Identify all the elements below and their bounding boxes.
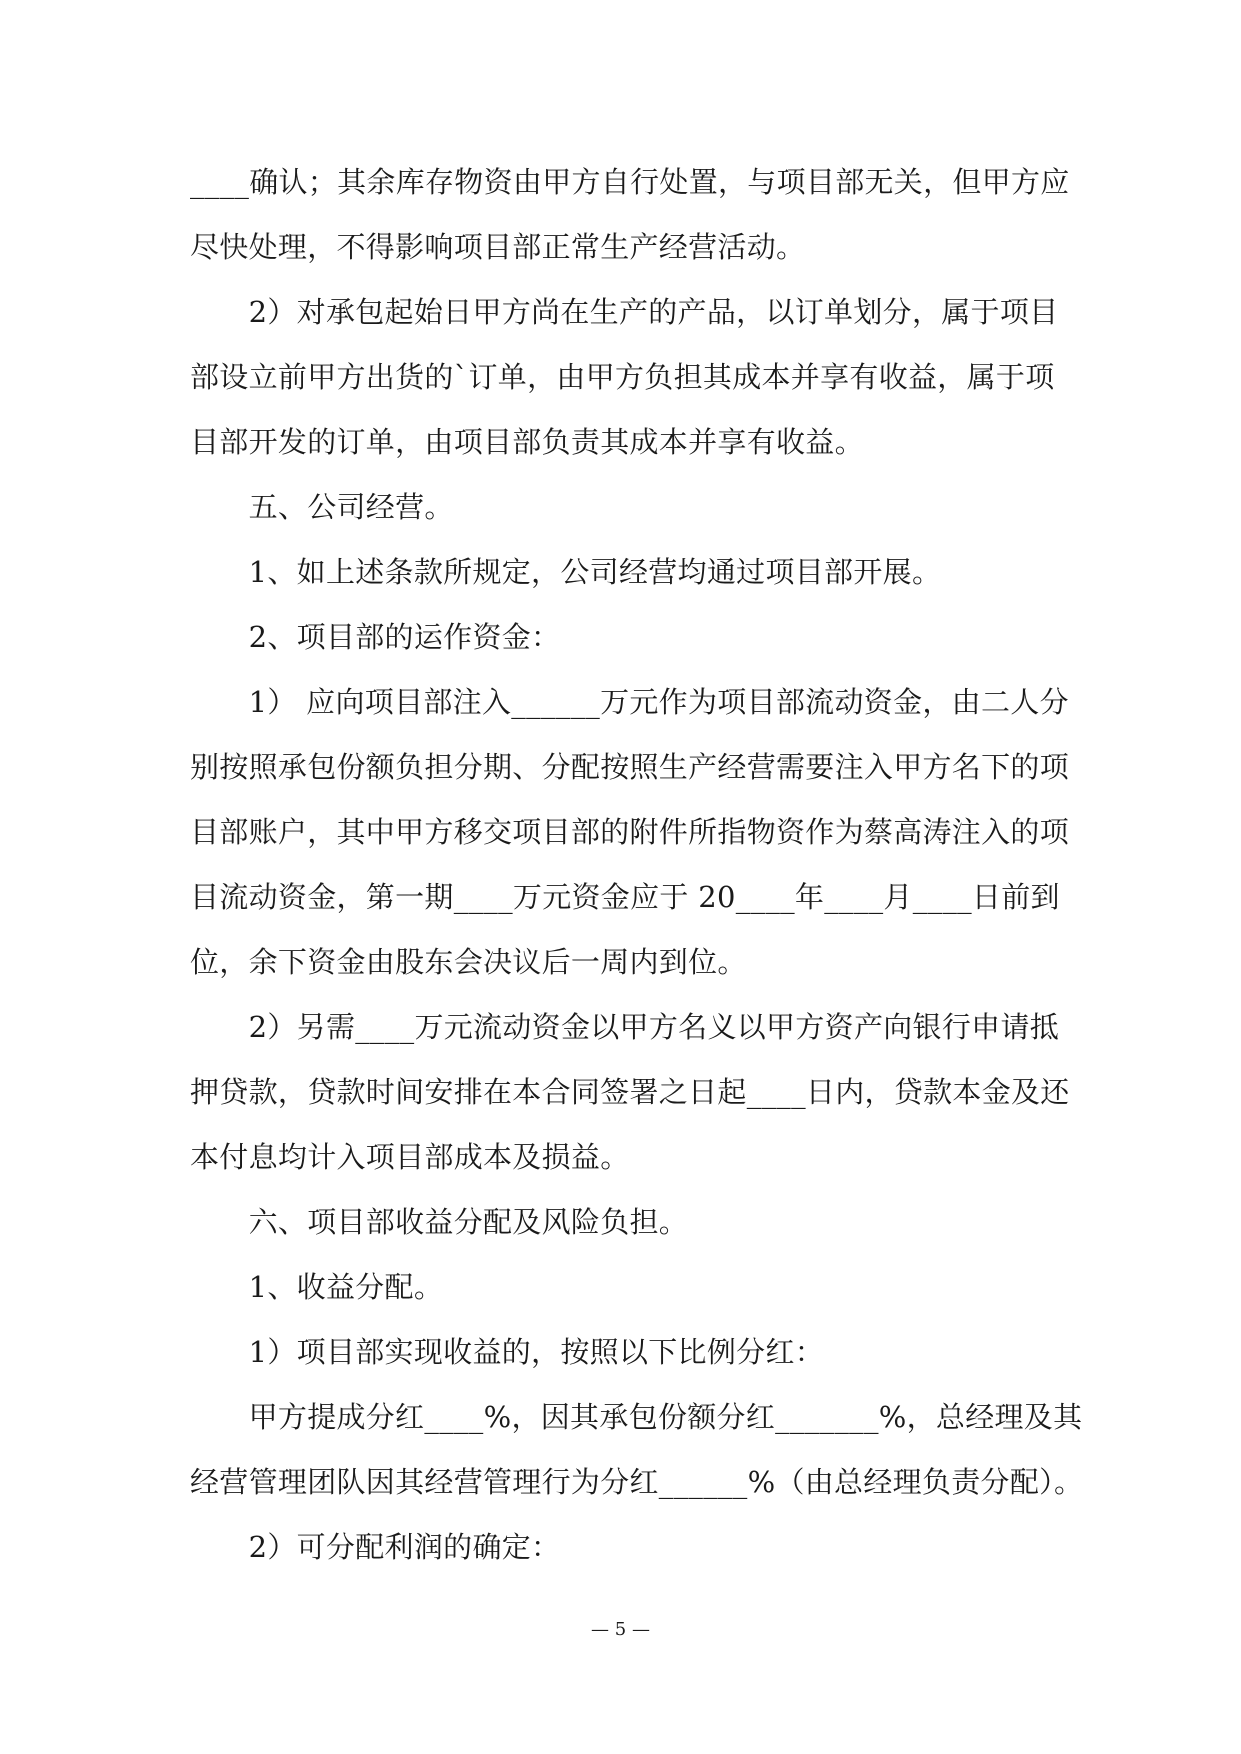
text-line: 经营管理团队因其经营管理行为分红______%（由总经理负责分配）。 (190, 1465, 1084, 1499)
text-line: 目流动资金，第一期____万元资金应于 20____年____月____日前到 (190, 880, 1060, 914)
text-line: 别按照承包份额负担分期、分配按照生产经营需要注入甲方名下的项 (190, 750, 1070, 784)
text-line: 本付息均计入项目部成本及损益。 (190, 1140, 630, 1174)
text-line: 2、项目部的运作资金： (190, 620, 561, 654)
text-line: 部设立前甲方出货的`订单，由甲方负担其成本并享有收益，属于项 (190, 360, 1055, 394)
text-line: 1、如上述条款所规定，公司经营均通过项目部开展。 (190, 555, 942, 589)
text-line: 目部账户，其中甲方移交项目部的附件所指物资作为蔡高涛注入的项 (190, 815, 1070, 849)
text-line: 位，余下资金由股东会决议后一周内到位。 (190, 945, 747, 979)
text-line: 1） 应向项目部注入______万元作为项目部流动资金，由二人分 (190, 685, 1069, 719)
text-line: 2）对承包起始日甲方尚在生产的产品，以订单划分，属于项目 (190, 295, 1059, 329)
text-line: 押贷款，贷款时间安排在本合同签署之日起____日内，贷款本金及还 (190, 1075, 1070, 1109)
text-line: ____确认；其余库存物资由甲方自行处置，与项目部无关，但甲方应 (190, 165, 1070, 199)
text-line: 1、收益分配。 (190, 1270, 444, 1304)
text-line: 2）可分配利润的确定： (190, 1530, 561, 1564)
text-line: 2）另需____万元流动资金以甲方名义以甲方资产向银行申请抵 (190, 1010, 1060, 1044)
text-line: 1）项目部实现收益的，按照以下比例分红： (190, 1335, 825, 1369)
section-heading: 六、项目部收益分配及风险负担。 (190, 1205, 689, 1239)
document-body (190, 150, 1084, 1580)
section-heading: 五、公司经营。 (190, 490, 454, 524)
text-line: 甲方提成分红____%，因其承包份额分红_______%，总经理及其 (190, 1400, 1083, 1434)
text-line: 目部开发的订单，由项目部负责其成本并享有收益。 (190, 425, 864, 459)
page-number: — 5 — (591, 1619, 650, 1640)
text-line: 尽快处理，不得影响项目部正常生产经营活动。 (190, 230, 806, 264)
